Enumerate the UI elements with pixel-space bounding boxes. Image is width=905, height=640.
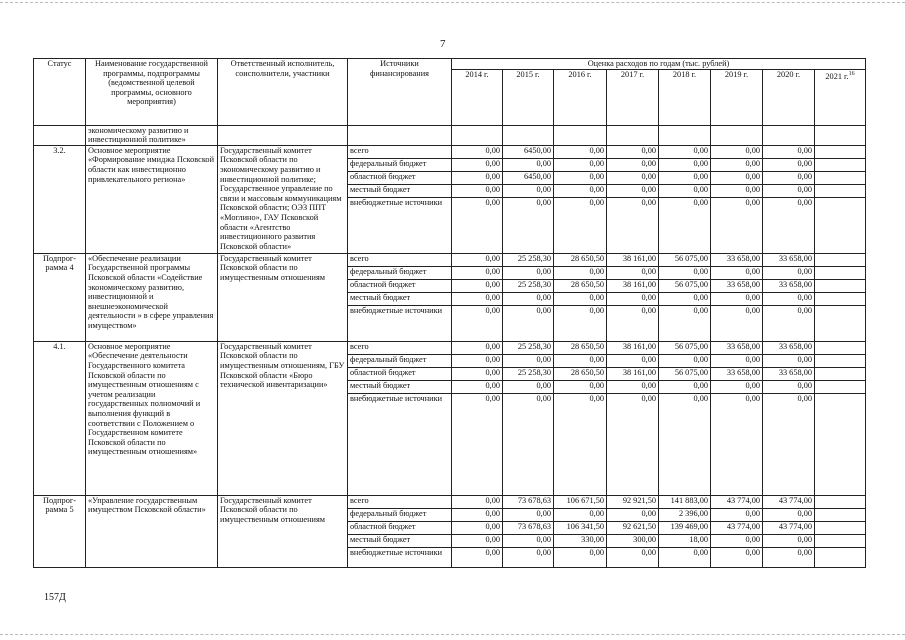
amount-cell: 0,00 [763, 380, 815, 393]
amount-cell: 0,00 [503, 184, 554, 197]
amount-cell: 0,00 [763, 171, 815, 184]
amount-cell: 0,00 [607, 184, 659, 197]
amount-cell: 0,00 [607, 508, 659, 521]
amount-cell [815, 145, 866, 158]
amount-cell [815, 354, 866, 367]
amount-cell: 92 921,50 [607, 495, 659, 508]
funding-source-cell: федеральный бюджет [348, 508, 452, 521]
amount-cell: 0,00 [659, 184, 711, 197]
executor-cell: Государственный комитет Псковской области по экономическому развитию и инвестиционной политике; Государственное управление по связи и массовым коммуникациям Псковской области; ОЭЗ ППТ «Моглино», ГАУ Псковской области «Агентство инвестиционного развития Псковской области» [218, 145, 348, 253]
amount-cell: 0,00 [452, 253, 503, 266]
funding-source-cell: всего [348, 341, 452, 354]
funding-source-cell: областной бюджет [348, 521, 452, 534]
header-year: 2018 г. [659, 69, 711, 125]
table-row [34, 145, 866, 158]
amount-cell [815, 266, 866, 279]
funding-source-cell: областной бюджет [348, 171, 452, 184]
budget-table [33, 58, 866, 568]
amount-cell: 33 658,00 [711, 341, 763, 354]
program-name-cell: Основное мероприятие «Обеспечение деятельности Государственного комитета Псковской области по имущественным отношениям с учетом реализации государственных полномочий и выполнения функций в соответствии с Положением о Государственном комитете Псковской области по имущественным отношениям» [86, 341, 218, 495]
header-estimate: Оценка расходов по годам (тыс. рублей) [452, 59, 866, 70]
status-cell: 4.1. [34, 341, 86, 495]
amount-cell: 0,00 [711, 171, 763, 184]
amount-cell: 0,00 [503, 266, 554, 279]
funding-source-cell: внебюджетные источники [348, 305, 452, 341]
amount-cell: 56 075,00 [659, 253, 711, 266]
executor-cell: Государственный комитет Псковской области по имущественным отношениям [218, 495, 348, 567]
amount-cell: 0,00 [452, 158, 503, 171]
amount-cell: 0,00 [711, 508, 763, 521]
amount-cell: 0,00 [503, 158, 554, 171]
amount-cell: 0,00 [711, 145, 763, 158]
amount-cell: 0,00 [452, 292, 503, 305]
header-year: 2017 г. [607, 69, 659, 125]
amount-cell: 28 650,50 [554, 279, 607, 292]
amount-cell: 0,00 [607, 380, 659, 393]
amount-cell: 25 258,30 [503, 279, 554, 292]
amount-cell: 33 658,00 [711, 253, 763, 266]
funding-source-cell: областной бюджет [348, 367, 452, 380]
amount-cell: 0,00 [554, 197, 607, 253]
amount-cell: 0,00 [607, 354, 659, 367]
funding-source-cell: всего [348, 145, 452, 158]
amount-cell [815, 253, 866, 266]
table-row [34, 253, 866, 266]
amount-cell: 43 774,00 [711, 521, 763, 534]
amount-cell [815, 305, 866, 341]
amount-cell: 0,00 [763, 158, 815, 171]
amount-cell: 43 774,00 [763, 495, 815, 508]
amount-cell: 0,00 [452, 521, 503, 534]
continuation-name: экономическому развитию и инвестиционной политике» [86, 125, 218, 145]
amount-cell: 0,00 [503, 393, 554, 495]
amount-cell [815, 341, 866, 354]
continuation-executor-cell [218, 125, 348, 145]
amount-cell: 0,00 [554, 266, 607, 279]
amount-cell: 0,00 [659, 393, 711, 495]
page-number: 7 [440, 38, 446, 50]
amount-cell: 0,00 [763, 184, 815, 197]
amount-cell: 25 258,30 [503, 367, 554, 380]
amount-cell [815, 508, 866, 521]
header-executor: Ответственный исполнитель, соисполнители, участники [218, 59, 348, 126]
amount-cell: 0,00 [452, 367, 503, 380]
amount-cell: 43 774,00 [763, 521, 815, 534]
amount-cell: 0,00 [503, 534, 554, 547]
footnote-marker: 16 [848, 70, 855, 77]
amount-cell: 38 161,00 [607, 253, 659, 266]
amount-cell: 0,00 [452, 279, 503, 292]
amount-cell: 92 621,50 [607, 521, 659, 534]
executor-cell: Государственный комитет Псковской области по имущественным отношениям [218, 253, 348, 341]
amount-cell [815, 495, 866, 508]
amount-cell: 106 671,50 [554, 495, 607, 508]
funding-source-cell: федеральный бюджет [348, 354, 452, 367]
amount-cell: 0,00 [554, 184, 607, 197]
funding-source-cell: внебюджетные источники [348, 393, 452, 495]
amount-cell: 0,00 [607, 145, 659, 158]
amount-cell [815, 292, 866, 305]
funding-source-cell: федеральный бюджет [348, 158, 452, 171]
amount-cell [815, 184, 866, 197]
scan-edge-bottom [0, 634, 905, 636]
amount-cell: 0,00 [452, 380, 503, 393]
amount-cell [815, 547, 866, 567]
funding-source-cell: всего [348, 495, 452, 508]
amount-cell: 0,00 [763, 266, 815, 279]
amount-cell: 0,00 [452, 495, 503, 508]
funding-source-cell: внебюджетные источники [348, 197, 452, 253]
header-source: Источники финансирования [348, 59, 452, 126]
funding-source-cell: местный бюджет [348, 534, 452, 547]
amount-cell [815, 158, 866, 171]
amount-cell: 33 658,00 [711, 279, 763, 292]
amount-cell: 33 658,00 [763, 279, 815, 292]
amount-cell: 0,00 [554, 508, 607, 521]
amount-cell: 43 774,00 [711, 495, 763, 508]
header-year: 2016 г. [554, 69, 607, 125]
amount-cell: 0,00 [503, 547, 554, 567]
header-year: 2021 г.$^{16}$ [815, 69, 866, 125]
amount-cell: 0,00 [554, 547, 607, 567]
amount-cell: 0,00 [452, 508, 503, 521]
amount-cell: 0,00 [659, 354, 711, 367]
amount-cell: 0,00 [659, 171, 711, 184]
funding-source-cell: областной бюджет [348, 279, 452, 292]
program-name-cell: «Обеспечение реализации Государственной программы Псковской области «Содействие экономическому развитию, инвестиционной и внешнеэкономической деятельности » в сфере управления имуществом» [86, 253, 218, 341]
amount-cell: 0,00 [711, 197, 763, 253]
amount-cell: 38 161,00 [607, 367, 659, 380]
amount-cell: 0,00 [763, 292, 815, 305]
table-row [34, 495, 866, 508]
amount-cell: 0,00 [711, 266, 763, 279]
continuation-status-cell [34, 125, 86, 145]
status-cell: 3.2. [34, 145, 86, 253]
amount-cell: 33 658,00 [763, 367, 815, 380]
amount-cell: 0,00 [711, 292, 763, 305]
amount-cell: 0,00 [452, 184, 503, 197]
amount-cell: 0,00 [711, 393, 763, 495]
continuation-source-cell [348, 125, 452, 145]
amount-cell: 0,00 [554, 305, 607, 341]
amount-cell: 0,00 [554, 354, 607, 367]
footer-code: 157Д [44, 592, 66, 603]
amount-cell: 0,00 [607, 266, 659, 279]
amount-cell: 0,00 [452, 305, 503, 341]
amount-cell: 33 658,00 [711, 367, 763, 380]
amount-cell: 6450,00 [503, 171, 554, 184]
amount-cell [815, 197, 866, 253]
amount-cell: 0,00 [452, 354, 503, 367]
header-year: 2020 г. [763, 69, 815, 125]
amount-cell: 0,00 [659, 305, 711, 341]
amount-cell: 0,00 [711, 547, 763, 567]
header-status: Статус [34, 59, 86, 126]
executor-cell: Государственный комитет Псковской области по имущественным отношениям, ГБУ Псковской области «Бюро технической инвентаризации» [218, 341, 348, 495]
scan-edge-top [0, 2, 905, 4]
amount-cell: 0,00 [607, 197, 659, 253]
amount-cell: 73 678,63 [503, 521, 554, 534]
amount-cell: 28 650,50 [554, 341, 607, 354]
amount-cell: 0,00 [711, 534, 763, 547]
amount-cell: 25 258,30 [503, 341, 554, 354]
program-name-cell: «Управление государственным имуществом Псковской области» [86, 495, 218, 567]
amount-cell: 0,00 [452, 266, 503, 279]
amount-cell: 0,00 [659, 380, 711, 393]
amount-cell: 0,00 [607, 292, 659, 305]
amount-cell: 0,00 [452, 197, 503, 253]
amount-cell: 0,00 [554, 158, 607, 171]
amount-cell: 0,00 [452, 547, 503, 567]
amount-cell: 139 469,00 [659, 521, 711, 534]
amount-cell: 0,00 [452, 393, 503, 495]
amount-cell: 0,00 [503, 305, 554, 341]
amount-cell: 0,00 [554, 393, 607, 495]
amount-cell: 38 161,00 [607, 279, 659, 292]
amount-cell [815, 380, 866, 393]
amount-cell [815, 279, 866, 292]
amount-cell: 73 678,63 [503, 495, 554, 508]
amount-cell: 6450,00 [503, 145, 554, 158]
amount-cell: 0,00 [711, 354, 763, 367]
amount-cell: 25 258,30 [503, 253, 554, 266]
amount-cell: 0,00 [503, 380, 554, 393]
amount-cell [815, 521, 866, 534]
amount-cell: 0,00 [452, 145, 503, 158]
amount-cell: 0,00 [763, 534, 815, 547]
funding-source-cell: местный бюджет [348, 292, 452, 305]
amount-cell: 0,00 [503, 197, 554, 253]
amount-cell: 0,00 [452, 171, 503, 184]
amount-cell: 0,00 [711, 380, 763, 393]
program-name-cell: Основное мероприятие «Формирование имиджа Псковской области как инвестиционно привлекательного региона» [86, 145, 218, 253]
amount-cell: 0,00 [607, 547, 659, 567]
funding-source-cell: всего [348, 253, 452, 266]
amount-cell: 300,00 [607, 534, 659, 547]
amount-cell: 0,00 [763, 508, 815, 521]
amount-cell: 0,00 [554, 292, 607, 305]
funding-source-cell: федеральный бюджет [348, 266, 452, 279]
amount-cell: 33 658,00 [763, 341, 815, 354]
amount-cell: 28 650,50 [554, 253, 607, 266]
header-year: 2014 г. [452, 69, 503, 125]
amount-cell: 38 161,00 [607, 341, 659, 354]
header-name: Наименование государственной программы, подпрограммы (ведомственной целевой программы, основного мероприятия) [86, 59, 218, 126]
header-year: 2019 г. [711, 69, 763, 125]
amount-cell: 0,00 [607, 393, 659, 495]
amount-cell: 330,00 [554, 534, 607, 547]
amount-cell: 0,00 [763, 393, 815, 495]
amount-cell: 18,00 [659, 534, 711, 547]
amount-cell: 0,00 [659, 547, 711, 567]
amount-cell: 0,00 [711, 158, 763, 171]
amount-cell: 0,00 [711, 184, 763, 197]
amount-cell: 0,00 [763, 305, 815, 341]
amount-cell: 0,00 [452, 534, 503, 547]
status-cell: Подпрог-рамма 4 [34, 253, 86, 341]
amount-cell: 56 075,00 [659, 341, 711, 354]
amount-cell: 0,00 [659, 145, 711, 158]
status-cell: Подпрог-рамма 5 [34, 495, 86, 567]
amount-cell [815, 534, 866, 547]
amount-cell: 0,00 [659, 197, 711, 253]
amount-cell: 0,00 [763, 547, 815, 567]
amount-cell: 0,00 [659, 158, 711, 171]
amount-cell: 0,00 [554, 380, 607, 393]
amount-cell: 0,00 [554, 145, 607, 158]
amount-cell: 0,00 [607, 171, 659, 184]
amount-cell: 0,00 [763, 197, 815, 253]
amount-cell: 0,00 [503, 292, 554, 305]
funding-source-cell: местный бюджет [348, 380, 452, 393]
amount-cell: 0,00 [607, 305, 659, 341]
amount-cell: 0,00 [659, 292, 711, 305]
amount-cell: 56 075,00 [659, 279, 711, 292]
amount-cell: 0,00 [711, 305, 763, 341]
amount-cell [815, 393, 866, 495]
funding-source-cell: местный бюджет [348, 184, 452, 197]
amount-cell: 56 075,00 [659, 367, 711, 380]
amount-cell: 33 658,00 [763, 253, 815, 266]
amount-cell [815, 171, 866, 184]
table-row [34, 341, 866, 354]
funding-source-cell: внебюджетные источники [348, 547, 452, 567]
header-year: 2015 г. [503, 69, 554, 125]
amount-cell: 0,00 [607, 158, 659, 171]
amount-cell: 0,00 [503, 508, 554, 521]
amount-cell: 2 396,00 [659, 508, 711, 521]
amount-cell: 0,00 [763, 354, 815, 367]
amount-cell: 28 650,50 [554, 367, 607, 380]
amount-cell: 0,00 [659, 266, 711, 279]
amount-cell: 0,00 [554, 171, 607, 184]
amount-cell [815, 367, 866, 380]
amount-cell: 0,00 [503, 354, 554, 367]
amount-cell: 141 883,00 [659, 495, 711, 508]
amount-cell: 0,00 [763, 145, 815, 158]
amount-cell: 106 341,50 [554, 521, 607, 534]
amount-cell: 0,00 [452, 341, 503, 354]
